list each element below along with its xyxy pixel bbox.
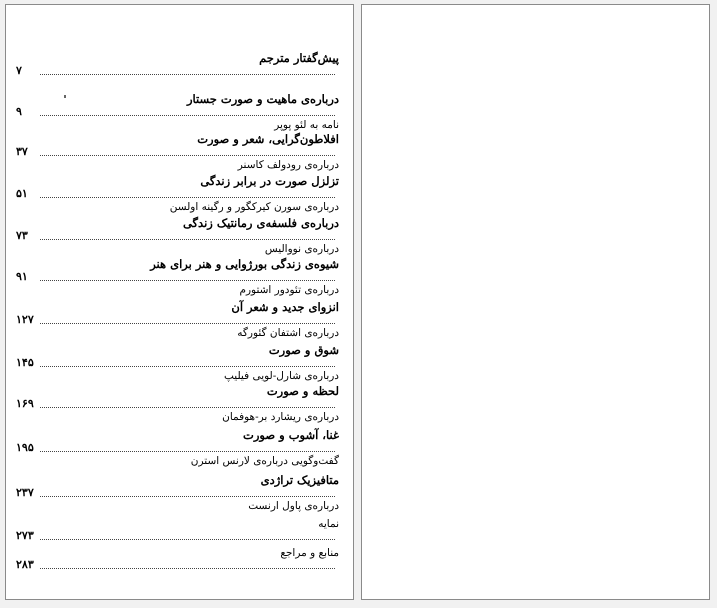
toc-leader-row: [16, 188, 339, 200]
dot-leader: [40, 451, 335, 452]
toc-entry[interactable]: [16, 384, 339, 423]
toc-entry[interactable]: [16, 300, 339, 339]
toc-leader-row: [16, 442, 339, 454]
toc-entry[interactable]: [16, 92, 339, 131]
dot-leader: [40, 407, 335, 408]
toc-entry-title: درباره‌ی فلسفه‌ی رمانتیک زندگی: [182, 216, 339, 230]
toc-leader-row: [16, 146, 339, 158]
right-page: [361, 4, 710, 600]
dot-leader: [40, 323, 335, 324]
toc-page-number: ۲۸۳: [16, 558, 34, 571]
toc-leader-row: [16, 271, 339, 283]
toc-entry-subtitle: درباره‌ی شارل-لویی فیلیپ: [223, 370, 339, 382]
toc-leader-row: [16, 106, 339, 118]
toc-entry[interactable]: [16, 547, 339, 571]
toc-entry-title: افلاطون‌گرایی، شعر و صورت: [197, 132, 339, 146]
toc-page-number: ۱۴۵: [16, 356, 34, 369]
toc-entry-title: لحظه و صورت: [266, 384, 339, 398]
toc-page-number: ۱۹۵: [16, 441, 34, 454]
toc-entry[interactable]: [16, 473, 339, 512]
toc-leader-row: [16, 314, 339, 326]
toc-page-number: ۹: [16, 105, 22, 118]
toc-page-number: ۲۳۷: [16, 486, 34, 499]
toc-entry-title: منابع و مراجع: [280, 547, 339, 559]
toc-entry[interactable]: [16, 257, 339, 296]
dot-leader: [40, 239, 335, 240]
toc-entry[interactable]: [16, 51, 339, 77]
toc-leader-row: [16, 65, 339, 77]
toc-entry-title: تزلزل صورت در برابر زندگی: [200, 174, 339, 188]
toc-entry[interactable]: [16, 132, 339, 171]
dot-leader: [40, 155, 335, 156]
toc-leader-row: [16, 559, 339, 571]
toc-entry-subtitle: درباره‌ی رودولف کاسنر: [237, 159, 339, 171]
dot-leader: [40, 496, 335, 497]
toc-page-number: ۹۱: [16, 270, 28, 283]
dot-leader: [40, 115, 335, 116]
dot-leader: [40, 74, 335, 75]
toc-entry[interactable]: [16, 343, 339, 382]
toc-leader-row: [16, 398, 339, 410]
left-page: [5, 4, 354, 600]
toc-entry-subtitle: درباره‌ی نووالیس: [264, 243, 339, 255]
dot-leader: [40, 366, 335, 367]
dot-leader: [40, 539, 335, 540]
toc-entry-subtitle: درباره‌ی پاول ارنست: [248, 500, 339, 512]
toc-entry-subtitle: گفت‌وگویی درباره‌ی لارنس استرن: [190, 455, 339, 467]
toc-entry-subtitle: درباره‌ی اشتفان گئورگه: [237, 327, 339, 339]
toc-leader-row: [16, 357, 339, 369]
dot-leader: [40, 568, 335, 569]
toc-leader-row: [16, 530, 339, 542]
toc-entry[interactable]: [16, 174, 339, 213]
toc-entry[interactable]: [16, 216, 339, 255]
toc-entry[interactable]: [16, 428, 339, 467]
toc-entry-subtitle: درباره‌ی سورن کیرکگور و رگینه اولسن: [169, 201, 339, 213]
toc-entry-title: شیوه‌ی زندگی بورژوایی و هنر برای هنر: [150, 257, 339, 271]
dot-leader: [40, 197, 335, 198]
toc-leader-row: [16, 230, 339, 242]
toc-entry-title: انزوای جدید و شعر آن: [231, 300, 339, 314]
toc-page-number: ۷: [16, 64, 22, 77]
toc-entry-subtitle: درباره‌ی تئودور اشتورم: [239, 284, 339, 296]
toc-page-number: ۱۲۷: [16, 313, 34, 326]
toc-entry-title: غنا، آشوب و صورت: [243, 428, 339, 442]
toc-page-number: ۵۱: [16, 187, 28, 200]
toc-entry-subtitle: نامه به لئو پوپر: [274, 119, 339, 131]
toc-entry-title: متافیزیک تراژدی: [260, 473, 339, 487]
toc-entry[interactable]: [16, 518, 339, 542]
toc-leader-row: [16, 487, 339, 499]
toc-page-number: ۷۳: [16, 229, 28, 242]
toc-entry-title: درباره‌ی ماهیت و صورت جستار: [187, 92, 339, 106]
toc-entry-title: پیش‌گفتار مترجم: [259, 51, 339, 65]
toc-page-number: ۳۷: [16, 145, 28, 158]
toc-entry-title: شوق و صورت: [268, 343, 339, 357]
toc-page-number: ۲۷۳: [16, 529, 34, 542]
toc-page-number: ۱۶۹: [16, 397, 34, 410]
toc-entry-title: نمایه: [318, 518, 339, 530]
dot-leader: [40, 280, 335, 281]
toc-entry-subtitle: درباره‌ی ریشارد بر-هوفمان: [222, 411, 339, 423]
